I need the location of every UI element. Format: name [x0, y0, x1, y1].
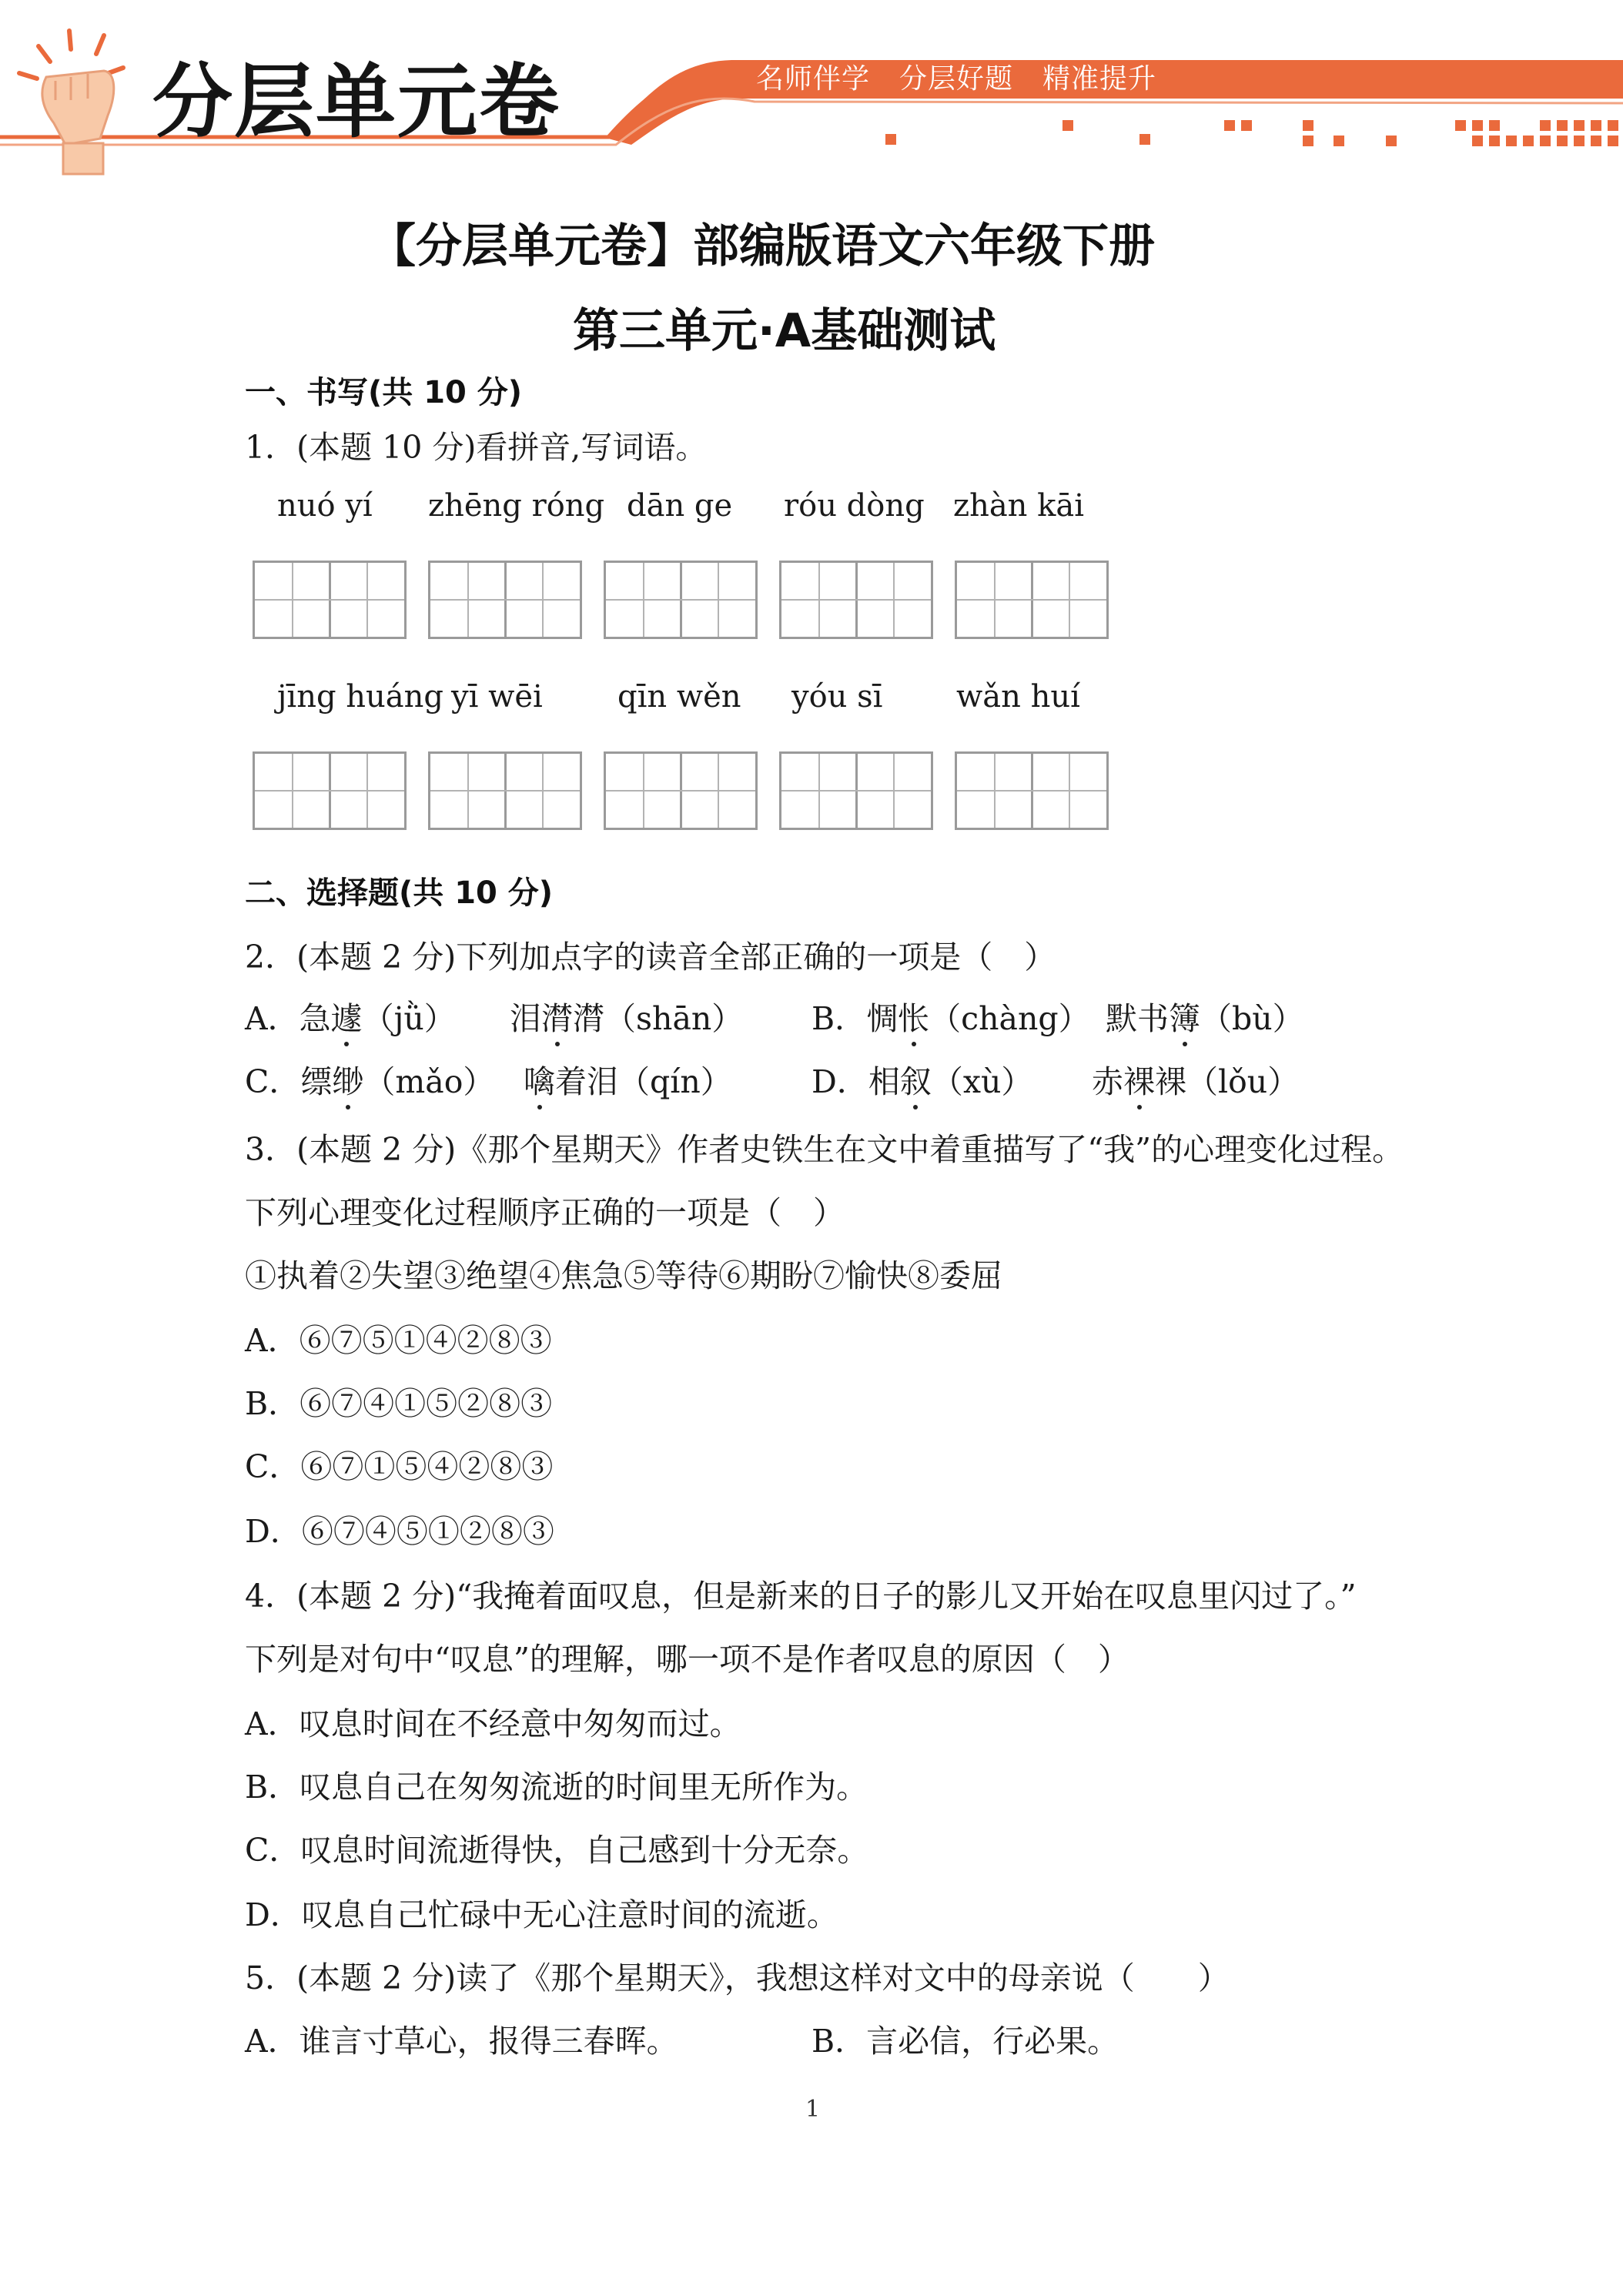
option-b-word2: 默书簿（bù）: [1106, 993, 1304, 1039]
pinyin-label: zhàn kāi: [953, 488, 1085, 524]
option-c-word2: 噙着泪（qín）: [524, 1056, 732, 1102]
option-c[interactable]: C．缥缈（mǎo）: [245, 1056, 494, 1102]
pinyin-label: yóu sī: [791, 679, 883, 715]
option-b[interactable]: B．惆怅（chàng）: [812, 993, 1090, 1039]
question-stem: 5．(本题 2 分)读了《那个星期天》，我想这样对文中的母亲说（ ）: [245, 1960, 1230, 1996]
page-number: 1: [805, 2096, 821, 2123]
question-stem: 下列心理变化过程顺序正确的一项是（ ）: [245, 1194, 845, 1231]
option-a-word2: 泪潸潸（shān）: [510, 993, 743, 1039]
writing-box[interactable]: [955, 561, 1109, 639]
question-stem: 下列是对句中“叹息”的理解，哪一项不是作者叹息的原因（ ）: [245, 1641, 1129, 1678]
option-a[interactable]: A．谁言寸草心，报得三春晖。: [245, 2023, 678, 2060]
question-stem: 4．(本题 2 分)“我掩着面叹息，但是新来的日子的影儿又开始在叹息里闪过了。”: [245, 1578, 1357, 1615]
question-stem: 1．(本题 10 分)看拼音,写词语。: [245, 429, 708, 466]
option-c[interactable]: C．⑥⑦①⑤④②⑧③: [245, 1448, 554, 1485]
option-d-word2: 赤裸裸（lǒu）: [1092, 1056, 1299, 1102]
pinyin-label: jīng huáng: [277, 679, 444, 715]
page-title: 【分层单元卷】部编版语文六年级下册: [370, 219, 1155, 273]
question-stem: 2．(本题 2 分)下列加点字的读音全部正确的一项是（ ）: [245, 939, 1056, 976]
writing-box[interactable]: [604, 751, 758, 830]
tagline-item: 精准提升: [1042, 63, 1157, 95]
writing-box[interactable]: [779, 751, 933, 830]
writing-box[interactable]: [428, 561, 582, 639]
logo-text: 分层单元卷: [152, 55, 561, 149]
option-d[interactable]: D．⑥⑦④⑤①②⑧③: [245, 1513, 554, 1550]
writing-box[interactable]: [779, 561, 933, 639]
writing-box[interactable]: [253, 751, 407, 830]
pinyin-label: dān ge: [627, 488, 733, 524]
option-a[interactable]: A．⑥⑦⑤①④②⑧③: [245, 1322, 552, 1359]
option-a[interactable]: A．急遽（jǜ）: [245, 993, 456, 1039]
option-b[interactable]: B．叹息自己在匆匆流逝的时间里无所作为。: [245, 1769, 868, 1806]
writing-box[interactable]: [604, 561, 758, 639]
section-heading: 一、书写(共 10 分): [245, 375, 523, 410]
option-d[interactable]: D．叹息自己忙碌中无心注意时间的流逝。: [245, 1896, 838, 1933]
pinyin-label: róu dòng: [784, 488, 925, 524]
writing-box[interactable]: [955, 751, 1109, 830]
page-header: [0, 0, 1623, 169]
option-b[interactable]: B．言必信，行必果。: [812, 2023, 1119, 2060]
option-c[interactable]: C．叹息时间流逝得快，自己感到十分无奈。: [245, 1832, 869, 1869]
page-subtitle: 第三单元·A基础测试: [573, 304, 996, 358]
header-tagline: [756, 57, 1186, 96]
section-heading: 二、选择题(共 10 分): [245, 875, 554, 911]
pinyin-label: zhēng róng: [428, 488, 605, 524]
option-a[interactable]: A．叹息时间在不经意中匆匆而过。: [245, 1705, 741, 1742]
tagline-item: 名师伴学: [756, 63, 871, 95]
question-items: ①执着②失望③绝望④焦急⑤等待⑥期盼⑦愉快⑧委屈: [245, 1257, 1002, 1294]
pinyin-label: yī wēi: [451, 679, 543, 715]
pinyin-label: nuó yí: [277, 488, 373, 524]
writing-box[interactable]: [253, 561, 407, 639]
fist-icon: [8, 23, 146, 177]
pinyin-label: qīn wěn: [617, 679, 741, 715]
pinyin-label: wǎn huí: [956, 679, 1080, 715]
writing-box[interactable]: [428, 751, 582, 830]
option-d[interactable]: D．相叙（xù）: [812, 1056, 1032, 1102]
question-stem: 3．(本题 2 分)《那个星期天》作者史铁生在文中着重描写了“我”的心理变化过程。: [245, 1131, 1404, 1168]
option-b[interactable]: B．⑥⑦④①⑤②⑧③: [245, 1385, 553, 1422]
tagline-item: 分层好题: [899, 63, 1014, 95]
